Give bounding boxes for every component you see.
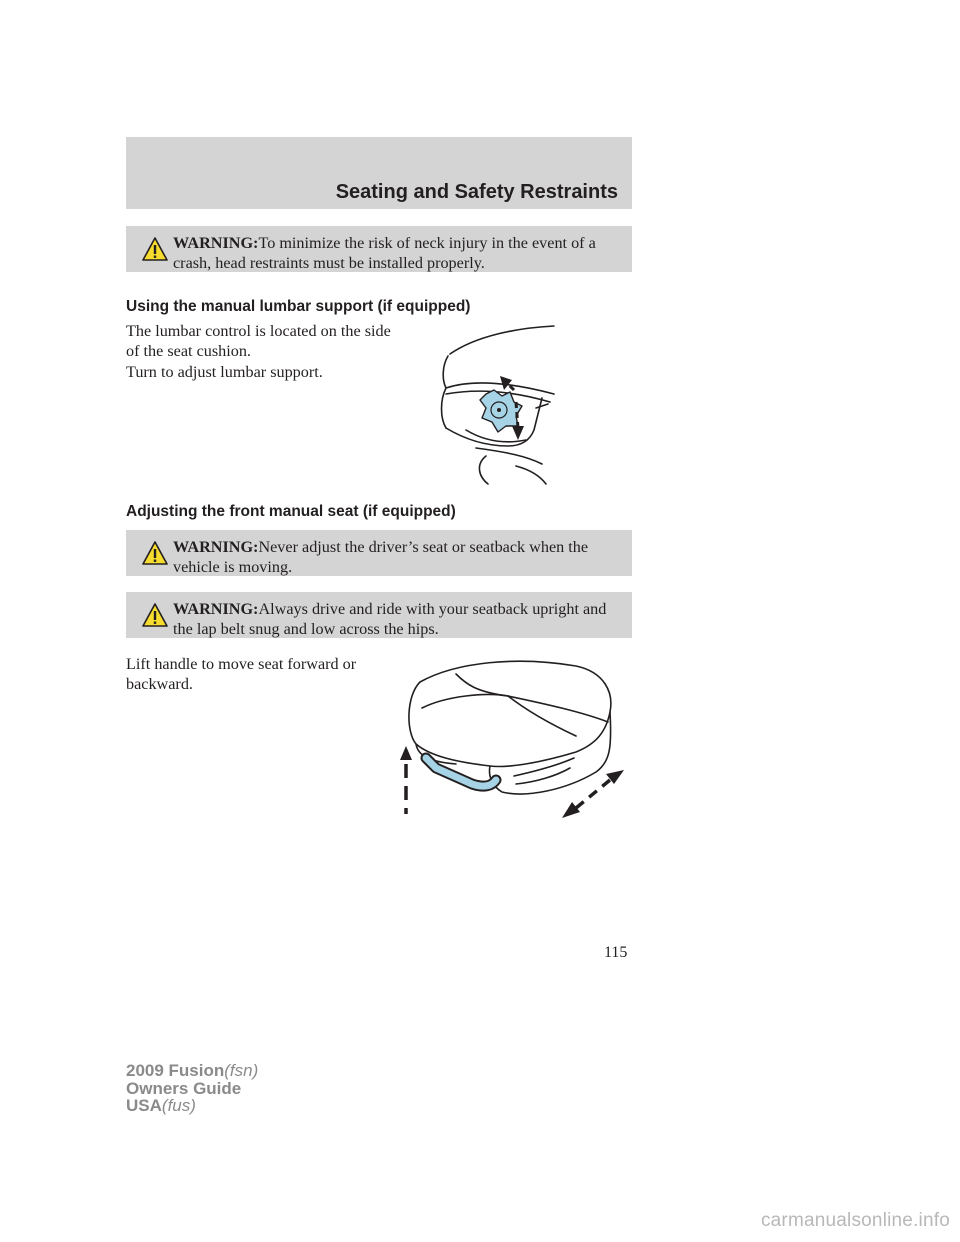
- footer-model-code: (fsn): [224, 1061, 259, 1080]
- section-header: [126, 137, 632, 209]
- watermark: carmanualsonline.info: [760, 1210, 950, 1231]
- warning-triangle-icon: [142, 540, 168, 566]
- warning-label: WARNING:: [173, 538, 259, 556]
- warning-label: WARNING:: [173, 234, 259, 252]
- footer-market-code: (fus): [161, 1096, 196, 1115]
- manual-seat-heading: Adjusting the front manual seat (if equipped): [126, 503, 456, 520]
- warning-box-seatback-upright: [126, 592, 632, 638]
- warning-body: Always drive and ride with your seatback upright and the lap belt snug and low across the hips.: [173, 600, 607, 638]
- slide-arrow-icon: [562, 770, 624, 818]
- lumbar-paragraph-1: The lumbar control is located on the side of the seat cushion.: [126, 322, 391, 360]
- lift-arrow-icon: [400, 746, 412, 814]
- manual-seat-illustration: [396, 652, 630, 820]
- lumbar-paragraph-2: Turn to adjust lumbar support.: [126, 363, 323, 381]
- lumbar-heading: Using the manual lumbar support (if equipped): [126, 298, 471, 315]
- warning-body: Never adjust the driver’s seat or seatback when the vehicle is moving.: [173, 538, 589, 576]
- footer-model: 2009 Fusion: [126, 1061, 225, 1080]
- footer-market: USA: [126, 1096, 162, 1115]
- lumbar-control-illustration: [436, 318, 562, 486]
- warning-text: [173, 537, 624, 577]
- footer-guide: Owners Guide: [126, 1078, 242, 1098]
- section-title: Seating and Safety Restraints: [335, 181, 618, 203]
- warning-triangle-icon: [142, 236, 168, 262]
- warning-body: To minimize the risk of neck injury in the event of a crash, head restraints must be installed properly.: [173, 234, 596, 272]
- warning-text: [173, 233, 624, 273]
- warning-label: WARNING:: [173, 600, 259, 618]
- document-footer: [126, 1062, 258, 1115]
- warning-triangle-icon: [142, 602, 168, 628]
- lumbar-knob-icon: [480, 390, 522, 432]
- warning-box-head-restraints: [126, 226, 632, 272]
- warning-box-adjust-while-moving: [126, 530, 632, 576]
- page-number: 115: [604, 944, 628, 961]
- manual-seat-paragraph: Lift handle to move seat forward or backward.: [126, 655, 357, 693]
- warning-text: [173, 599, 624, 639]
